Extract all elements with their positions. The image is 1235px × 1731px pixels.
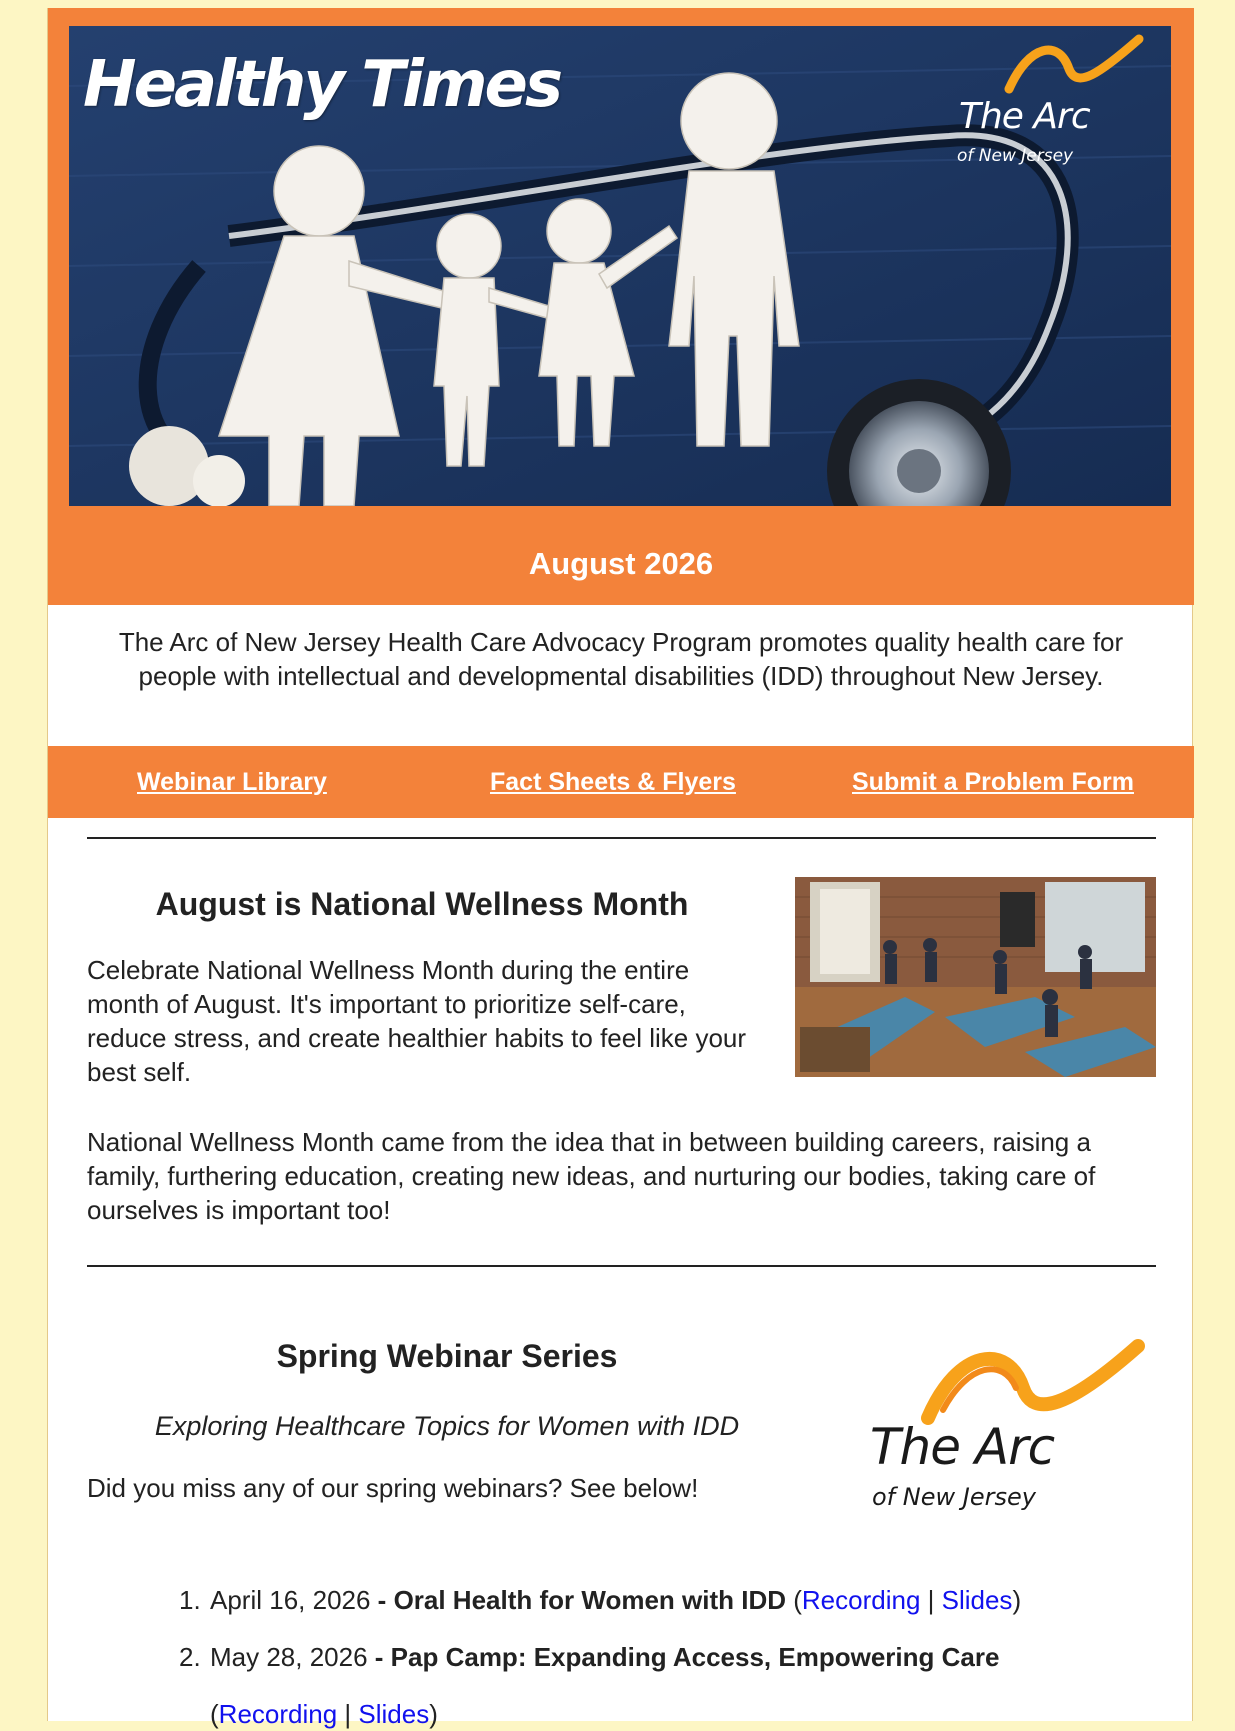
recording-link[interactable]: Recording: [801, 1585, 921, 1615]
webinar-series-subtitle: Exploring Healthcare Topics for Women with IDD: [154, 1411, 740, 1441]
arc-logo-subtitle: of New Jersey: [872, 1483, 1036, 1511]
webinar-title: Oral Health for Women with IDD: [393, 1585, 786, 1615]
hero-image: [69, 26, 1171, 506]
webinar-series-heading: Spring Webinar Series: [276, 1338, 618, 1374]
hero-logo-subtitle: of New Jersey: [957, 146, 1074, 166]
webinar-library-link[interactable]: Webinar Library: [137, 768, 327, 796]
list-item-links: (Recording | Slides): [210, 1699, 438, 1729]
webinar-date: May 28, 2026: [210, 1642, 368, 1672]
slides-link[interactable]: Slides: [358, 1699, 430, 1729]
webinar-prompt: Did you miss any of our spring webinars? See below!: [87, 1473, 699, 1503]
wellness-paragraph-1: Celebrate National Wellness Month during the entire month of August. It's important to prioritize self-care, reduce stress, and create healthier habits to feel like your best self.: [87, 955, 747, 1087]
list-item-number: 2.: [179, 1642, 201, 1672]
header-banner: [48, 8, 1194, 605]
submit-problem-form-link[interactable]: Submit a Problem Form: [852, 768, 1134, 796]
newsletter-title: Healthy Times: [83, 48, 561, 122]
list-item: 1. April 16, 2026 - Oral Health for Women with IDD (Recording | Slides): [179, 1585, 1022, 1615]
yoga-class-illustration: [795, 877, 1156, 1077]
wellness-heading: August is National Wellness Month: [155, 886, 689, 922]
arc-swoosh-icon: [999, 34, 1149, 104]
webinar-title: Pap Camp: Expanding Access, Empowering Care: [390, 1642, 1000, 1672]
list-item: [179, 1640, 999, 1674]
webinar-separator: -: [367, 1642, 391, 1672]
fact-sheets-link[interactable]: Fact Sheets & Flyers: [490, 768, 736, 796]
issue-date: August 2026: [528, 546, 714, 581]
recording-link[interactable]: Recording: [218, 1699, 338, 1729]
list-item-number: 1.: [179, 1585, 201, 1615]
yoga-class-image: [795, 877, 1156, 1077]
hero-logo-name: The Arc: [959, 96, 1090, 137]
intro-text: The Arc of New Jersey Health Care Advocacy Program promotes quality health care for people with intellectual and developmental disabilities (IDD) throughout New Jersey.: [118, 627, 1124, 691]
newsletter-body: [47, 8, 1193, 1729]
divider: [87, 1265, 1156, 1267]
nav-bar: [48, 746, 1194, 818]
wellness-paragraph-2: National Wellness Month came from the idea that in between building careers, raising a family, furthering education, creating new ideas, and nurturing our bodies, taking care of ourselves is important too!: [87, 1127, 1096, 1225]
arc-logo: [858, 1338, 1148, 1528]
arc-logo-name: The Arc: [870, 1418, 1055, 1476]
slides-link[interactable]: Slides: [941, 1585, 1013, 1615]
divider: [87, 837, 1156, 839]
webinar-separator: -: [370, 1585, 394, 1615]
webinar-date: April 16, 2026: [210, 1585, 371, 1615]
